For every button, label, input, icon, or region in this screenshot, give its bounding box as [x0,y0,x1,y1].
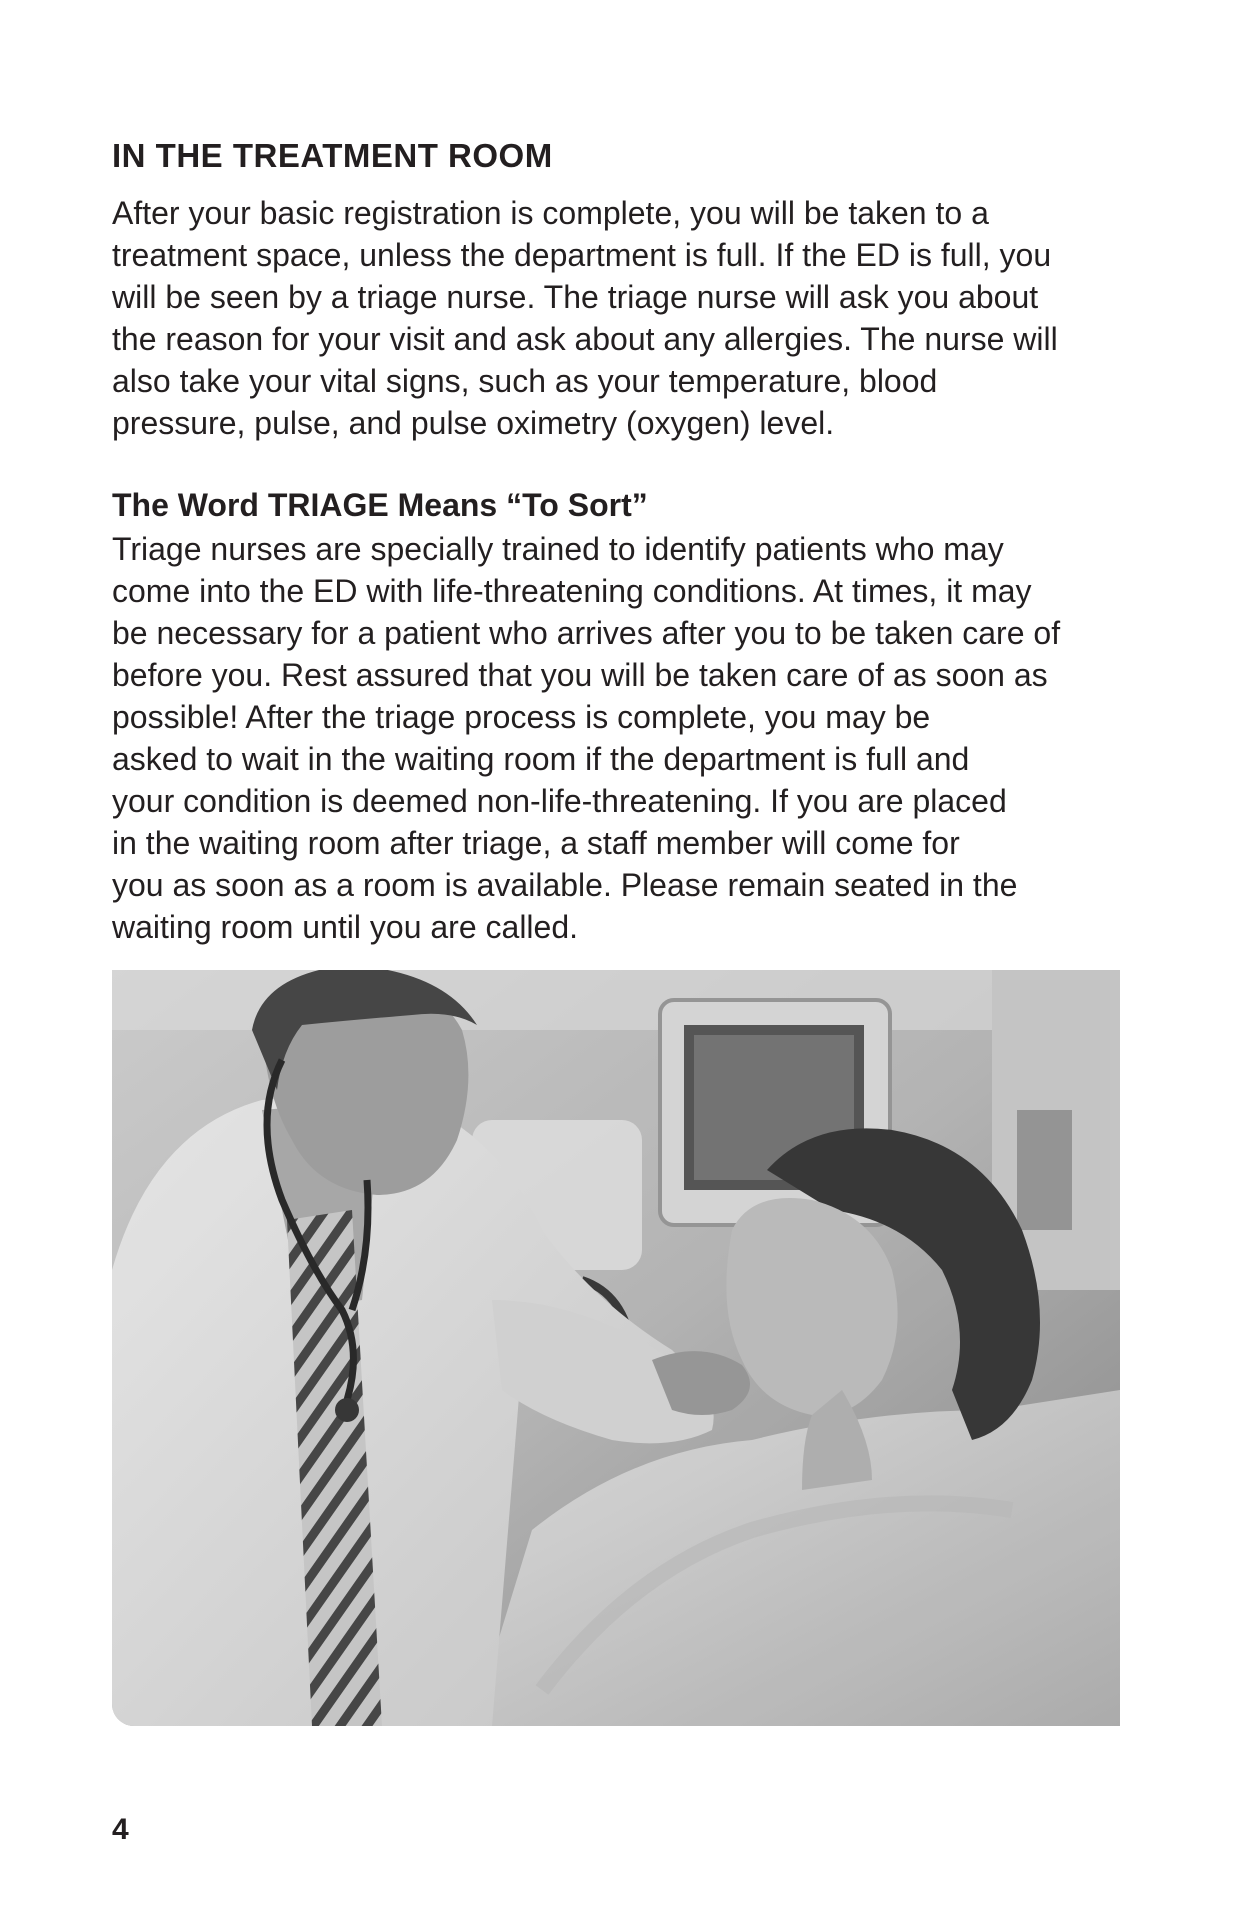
triage-subheading: The Word TRIAGE Means “To Sort” [112,487,648,523]
doctor-patient-photo [112,970,1120,1726]
photo-illustration [112,970,1120,1726]
intro-paragraph: After your basic registration is complete, you will be taken to a treatment space, unless the department is full. If the ED is full, you will be seen by a triage nurse. The triage nurse will ask you about the reason for your visit and ask about any allergies. The nurse will also take your vital signs, such as your temperature, blood pressure, pulse, and pulse oximetry (oxygen) level. [112,195,1058,441]
page-number: 4 [112,1813,129,1846]
triage-paragraph: Triage nurses are specially trained to identify patients who may come into the ED with life-threatening conditions. At times, it may be necessary for a patient who arrives after you to be taken care of before you. Rest assured that you will be taken care of as soon as possible! After the triage process is complete, you may be asked to wait in the waiting room if the department is full and your condition is deemed non-life-threatening. If you are placed in the waiting room after triage, a staff member will come for you as soon as a room is available. Please remain seated in the waiting room until you are called. [112,531,1061,945]
section-heading: IN THE TREATMENT ROOM [112,137,553,174]
